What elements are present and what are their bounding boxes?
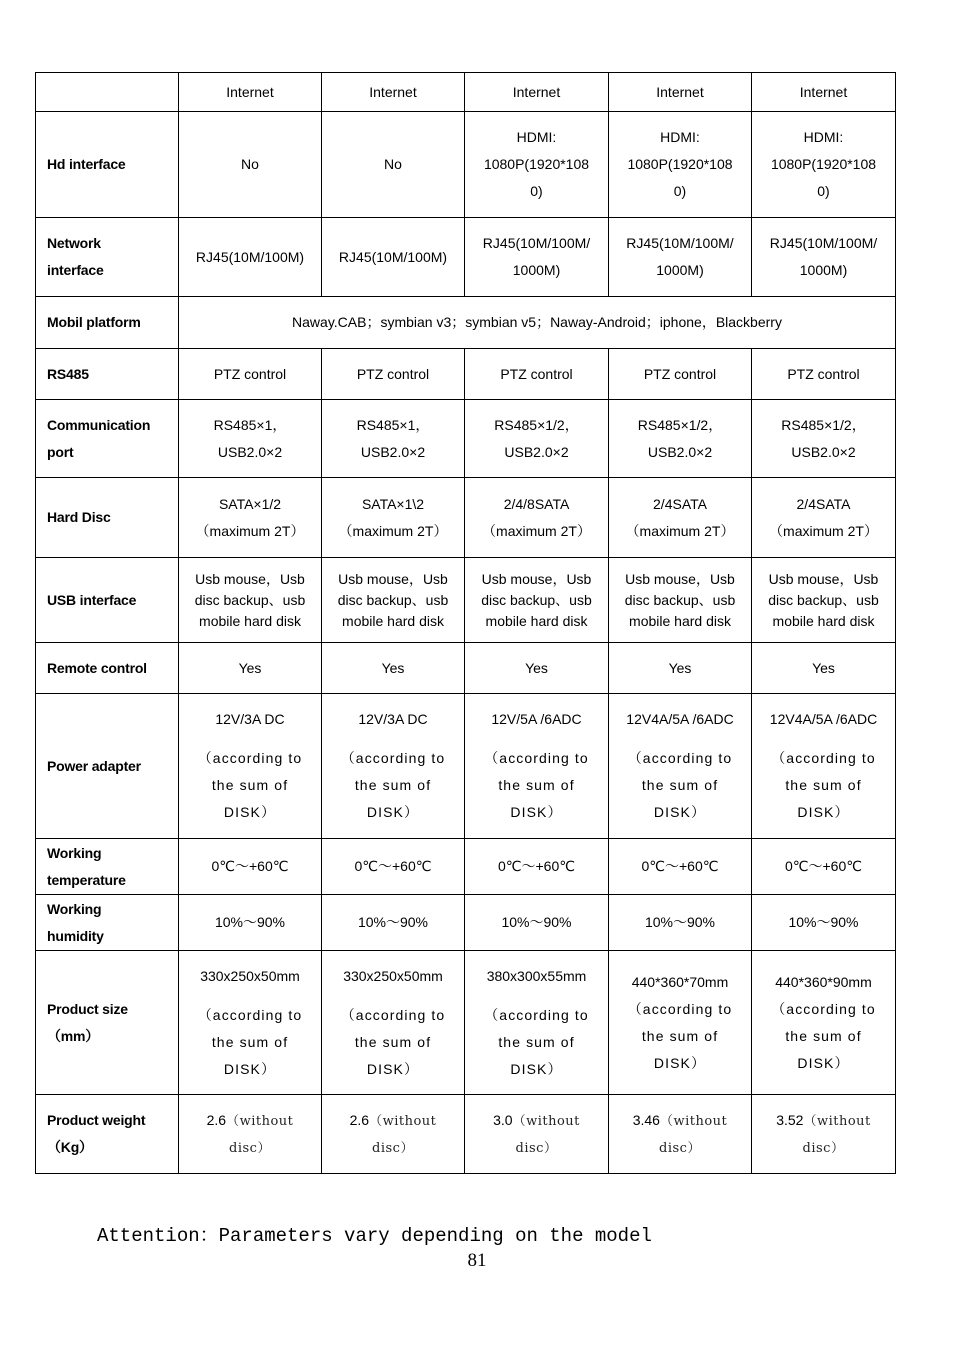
- cell: [179, 478, 322, 558]
- cell: [752, 694, 896, 839]
- table-row: [36, 643, 896, 694]
- cell-line: USB2.0×2: [360, 443, 426, 460]
- label-line: port: [47, 443, 74, 460]
- cell: Internet: [465, 73, 609, 112]
- cell: [609, 112, 752, 218]
- cell-line: RJ45(10M/100M/: [482, 235, 591, 251]
- cell-line: RS485×1/2，: [637, 416, 723, 433]
- cell-line: RS485×1，: [356, 416, 430, 433]
- cell-line: mobile hard disk: [629, 612, 731, 629]
- cell: Internet: [609, 73, 752, 112]
- cell-line: 1000M): [656, 262, 704, 278]
- cell-line: 12V4A/5A /6ADC: [769, 711, 878, 727]
- cell-line: （maximum 2T）: [482, 522, 591, 539]
- label-line: （Kg）: [47, 1139, 93, 1155]
- cell-line: （according to: [627, 1000, 733, 1017]
- cell-line: Usb mouse，Usb: [768, 570, 879, 587]
- cell-line: 1000M): [799, 262, 848, 278]
- cell: Yes: [609, 643, 752, 694]
- page-number: 81: [467, 1250, 487, 1271]
- cell-line: disc backup、usb: [624, 591, 736, 608]
- row-label: Mobil platform: [36, 297, 179, 349]
- cell: No: [322, 112, 465, 218]
- cell: [609, 478, 752, 558]
- cell-line: mobile hard disk: [199, 612, 301, 629]
- label-line: Working: [47, 900, 102, 917]
- spec-table: [35, 72, 896, 1174]
- cell-line: DISK）: [510, 1060, 563, 1077]
- row-label: [36, 951, 179, 1095]
- weight-value: 2.6: [349, 1111, 370, 1128]
- weight-note: （without: [659, 1113, 728, 1129]
- cell-line: （according to: [484, 750, 589, 766]
- cell: 0℃～+60℃: [322, 839, 465, 895]
- cell-line: USB2.0×2: [504, 443, 569, 460]
- cell-line: 330x250x50mm: [343, 967, 443, 984]
- cell: [752, 218, 896, 297]
- cell-line: （maximum 2T）: [195, 522, 305, 539]
- cell: Internet: [179, 73, 322, 112]
- weight-note: disc）: [515, 1140, 558, 1156]
- cell-line: DISK）: [653, 804, 707, 820]
- cell-line: （maximum 2T）: [338, 522, 448, 539]
- cell-line: HDMI:: [803, 129, 844, 145]
- cell-line: the sum of: [211, 1033, 289, 1050]
- cell-line: the sum of: [354, 1033, 432, 1050]
- cell: [322, 400, 465, 478]
- weight-note: disc）: [229, 1140, 271, 1156]
- cell-line: 440*360*70mm: [631, 973, 729, 990]
- cell: [465, 951, 609, 1095]
- cell-line: 2/4SATA: [653, 495, 707, 512]
- cell: [609, 694, 752, 839]
- cell-line: （according to: [340, 1006, 446, 1023]
- cell: Yes: [465, 643, 609, 694]
- cell-line: HDMI:: [660, 129, 700, 145]
- cell: No: [179, 112, 322, 218]
- table-row: [36, 349, 896, 400]
- cell-line: disc backup、usb: [337, 591, 449, 608]
- row-label: RS485: [36, 349, 179, 400]
- cell: [179, 951, 322, 1095]
- cell: [465, 558, 609, 643]
- cell-line: disc backup、usb: [481, 591, 592, 608]
- cell: [752, 112, 896, 218]
- cell-line: mobile hard disk: [485, 612, 588, 629]
- cell-line: 2/4SATA: [796, 495, 851, 512]
- cell: RJ45(10M/100M): [322, 218, 465, 297]
- cell-line: 12V/3A DC: [358, 711, 428, 727]
- cell: [465, 1095, 609, 1174]
- cell-line: the sum of: [498, 777, 575, 793]
- label-line: Working: [47, 844, 102, 861]
- table-row: [36, 297, 896, 349]
- cell: 0℃～+60℃: [752, 839, 896, 895]
- cell: 10%～90%: [465, 895, 609, 951]
- table-row: [36, 478, 896, 558]
- cell: PTZ control: [322, 349, 465, 400]
- weight-value: 3.52: [776, 1111, 804, 1128]
- empty-cell: [36, 73, 179, 112]
- cell-line: the sum of: [641, 1027, 719, 1044]
- weight-note: （without: [369, 1113, 437, 1129]
- cell: [752, 558, 896, 643]
- row-label: [36, 218, 179, 297]
- cell: PTZ control: [752, 349, 896, 400]
- cell: [752, 478, 896, 558]
- row-label: Power adapter: [36, 694, 179, 839]
- cell-line: DISK）: [223, 804, 277, 820]
- cell: [322, 951, 465, 1095]
- cell: [465, 478, 609, 558]
- weight-note: （without: [803, 1113, 871, 1129]
- cell-line: RJ45(10M/100M/: [626, 235, 734, 251]
- table-row: [36, 895, 896, 951]
- cell: [179, 694, 322, 839]
- cell: [465, 694, 609, 839]
- cell: 0℃～+60℃: [465, 839, 609, 895]
- cell-line: Usb mouse，Usb: [481, 570, 592, 587]
- label-line: Communication: [47, 416, 151, 433]
- cell-line: DISK）: [510, 804, 563, 820]
- cell-line: （maximum 2T）: [625, 522, 735, 539]
- row-label: Hd interface: [36, 112, 179, 218]
- cell-line: HDMI:: [516, 129, 557, 145]
- cell: Internet: [322, 73, 465, 112]
- cell: [322, 478, 465, 558]
- cell: PTZ control: [609, 349, 752, 400]
- cell: [179, 1095, 322, 1174]
- cell: Yes: [179, 643, 322, 694]
- cell-line: 2/4/8SATA: [503, 495, 570, 512]
- row-label: USB interface: [36, 558, 179, 643]
- table-row: [36, 400, 896, 478]
- table-row: [36, 694, 896, 839]
- cell: PTZ control: [465, 349, 609, 400]
- cell: [752, 400, 896, 478]
- cell: [322, 558, 465, 643]
- cell-line: （according to: [484, 1006, 589, 1023]
- row-label: Hard Disc: [36, 478, 179, 558]
- cell-line: RS485×1，: [213, 416, 287, 433]
- cell-line: 330x250x50mm: [200, 967, 300, 984]
- cell-line: the sum of: [211, 777, 289, 793]
- cell-line: USB2.0×2: [647, 443, 713, 460]
- cell-line: mobile hard disk: [342, 612, 444, 629]
- row-label: [36, 400, 179, 478]
- attention-note: Attention：Parameters vary depending on the model: [97, 1225, 652, 1247]
- cell: [179, 558, 322, 643]
- cell: 0℃～+60℃: [179, 839, 322, 895]
- cell-line: 0): [817, 183, 830, 199]
- cell-line: 12V/5A /6ADC: [491, 711, 582, 727]
- cell: [609, 1095, 752, 1174]
- cell-line: 0): [530, 183, 543, 199]
- weight-note: disc）: [802, 1140, 845, 1156]
- table-row: [36, 558, 896, 643]
- cell: [465, 218, 609, 297]
- label-line: Product size: [47, 1000, 128, 1017]
- cell-line: 0): [673, 183, 687, 199]
- cell-line: 12V/3A DC: [215, 711, 285, 727]
- cell-line: （according to: [771, 750, 876, 766]
- cell: 0℃～+60℃: [609, 839, 752, 895]
- label-line: interface: [47, 262, 104, 278]
- table-row: [36, 839, 896, 895]
- cell-line: Usb mouse，Usb: [338, 570, 448, 587]
- row-label: Remote control: [36, 643, 179, 694]
- cell: [752, 951, 896, 1095]
- cell-line: the sum of: [641, 777, 719, 793]
- cell: [465, 112, 609, 218]
- cell: [322, 694, 465, 839]
- cell-line: DISK）: [366, 804, 420, 820]
- cell: [609, 218, 752, 297]
- label-line: temperature: [47, 871, 126, 888]
- cell-line: 1080P(1920*108: [627, 156, 733, 172]
- cell: [752, 1095, 896, 1174]
- weight-value: 3.0: [493, 1111, 513, 1128]
- cell-line: 1080P(1920*108: [483, 156, 590, 172]
- table-row: [36, 218, 896, 297]
- cell-line: （according to: [340, 750, 446, 766]
- cell-line: the sum of: [354, 777, 432, 793]
- cell: [609, 400, 752, 478]
- cell-line: RS485×1/2，: [781, 416, 866, 433]
- cell-line: DISK）: [366, 1060, 420, 1077]
- cell-line: Usb mouse，Usb: [195, 570, 305, 587]
- label-line: （mm）: [47, 1027, 100, 1044]
- row-label: [36, 895, 179, 951]
- label-line: Network: [47, 235, 101, 251]
- cell-line: 380x300x55mm: [486, 967, 587, 984]
- label-line: humidity: [47, 927, 104, 944]
- cell-line: SATA×1\2: [361, 495, 425, 512]
- cell: 10%～90%: [752, 895, 896, 951]
- cell-line: disc backup、usb: [194, 591, 306, 608]
- cell: PTZ control: [179, 349, 322, 400]
- cell-line: the sum of: [785, 1027, 862, 1044]
- cell-line: DISK）: [797, 804, 850, 820]
- cell-line: （according to: [771, 1000, 876, 1017]
- weight-note: disc）: [372, 1140, 414, 1156]
- cell-line: USB2.0×2: [791, 443, 856, 460]
- cell: [179, 400, 322, 478]
- cell-line: USB2.0×2: [217, 443, 283, 460]
- label-line: Product weight: [47, 1112, 146, 1128]
- cell: Yes: [752, 643, 896, 694]
- cell: [609, 951, 752, 1095]
- cell: RJ45(10M/100M): [179, 218, 322, 297]
- row-label: [36, 1095, 179, 1174]
- weight-value: 3.46: [632, 1111, 660, 1128]
- cell: Naway.CAB；symbian v3；symbian v5；Naway-Android；iphone，Blackberry: [179, 297, 896, 349]
- cell-line: （according to: [197, 1006, 303, 1023]
- cell: 10%～90%: [179, 895, 322, 951]
- cell-line: DISK）: [653, 1054, 707, 1071]
- cell: [609, 558, 752, 643]
- cell: 10%～90%: [609, 895, 752, 951]
- weight-note: （without: [226, 1113, 294, 1129]
- cell-line: （according to: [627, 750, 733, 766]
- cell-line: 440*360*90mm: [775, 973, 872, 990]
- table-row: [36, 1095, 896, 1174]
- cell-line: mobile hard disk: [772, 612, 875, 629]
- weight-value: 2.6: [206, 1111, 227, 1128]
- cell-line: RJ45(10M/100M/: [769, 235, 878, 251]
- cell: 10%～90%: [322, 895, 465, 951]
- cell-line: the sum of: [785, 777, 862, 793]
- cell-line: the sum of: [498, 1033, 575, 1050]
- table-row: [36, 73, 896, 112]
- cell-line: disc backup、usb: [768, 591, 879, 608]
- cell-line: （maximum 2T）: [769, 522, 878, 539]
- cell-line: DISK）: [797, 1054, 850, 1071]
- cell-line: SATA×1/2: [218, 495, 282, 512]
- table-row: [36, 951, 896, 1095]
- cell: [465, 400, 609, 478]
- cell-line: Usb mouse，Usb: [625, 570, 735, 587]
- row-label: [36, 839, 179, 895]
- cell-line: DISK）: [223, 1060, 277, 1077]
- cell-line: 1080P(1920*108: [770, 156, 877, 172]
- cell-line: 1000M): [512, 262, 561, 278]
- weight-note: disc）: [659, 1140, 701, 1156]
- cell-line: RS485×1/2，: [494, 416, 579, 433]
- weight-note: （without: [512, 1113, 580, 1129]
- cell-line: 12V4A/5A /6ADC: [626, 711, 734, 727]
- cell-line: （according to: [197, 750, 303, 766]
- table-row: [36, 112, 896, 218]
- cell: Internet: [752, 73, 896, 112]
- cell: Yes: [322, 643, 465, 694]
- cell: [322, 1095, 465, 1174]
